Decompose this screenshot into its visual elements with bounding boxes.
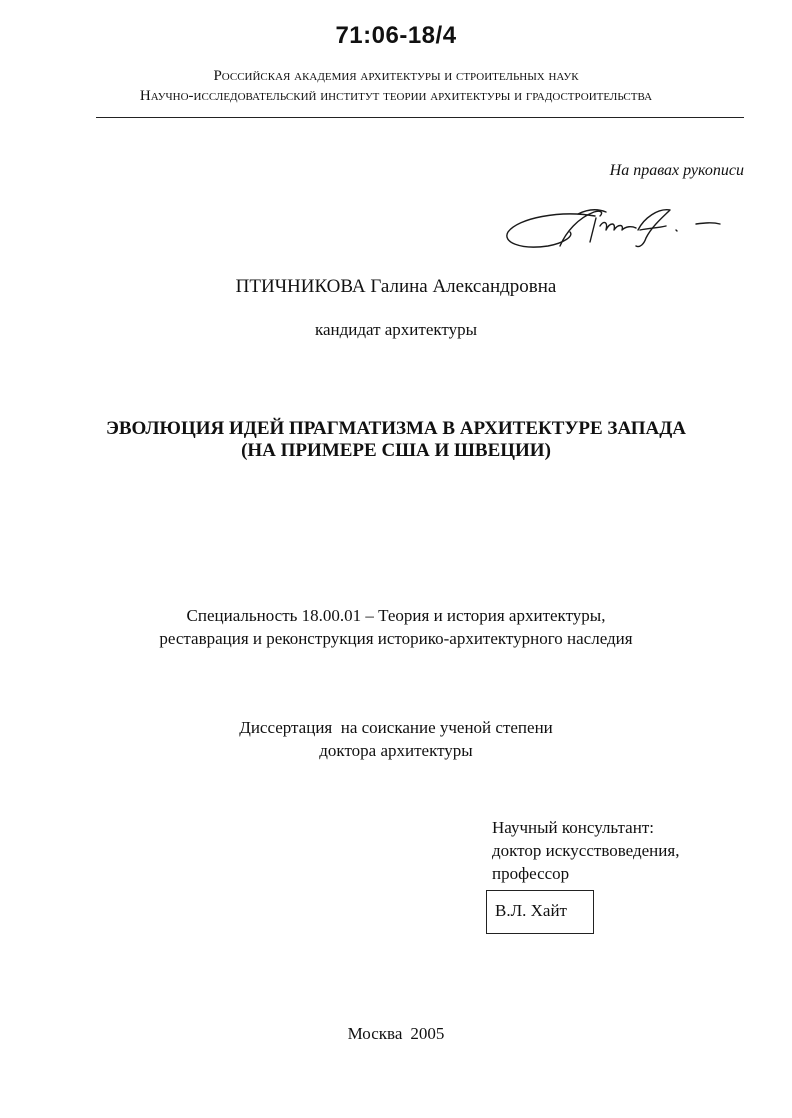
consultant-label: Научный консультант:	[492, 818, 654, 837]
document-code: 71:06-18/4	[335, 22, 457, 49]
place-and-year	[0, 1024, 792, 1044]
author-name: ПТИЧНИКОВА Галина Александровна	[235, 276, 557, 297]
consultant-degree: доктор искусствоведения,	[492, 841, 680, 860]
handwritten-signature	[500, 196, 730, 266]
rights-note: На правах рукописи	[609, 162, 744, 179]
dissertation-line: Диссертация на соискание ученой степени	[239, 718, 553, 737]
specialty	[60, 604, 732, 650]
specialty-line: Специальность 18.00.01 – Теория и история архитектуры,	[186, 606, 606, 625]
author-degree: кандидат архитектуры	[314, 320, 478, 339]
dissertation-line: доктора архитектуры	[319, 741, 473, 760]
header-divider	[96, 117, 744, 118]
title-line: (НА ПРИМЕРЕ США И ШВЕЦИИ)	[241, 440, 551, 461]
dissertation-title	[60, 418, 732, 462]
organization-name: Российская академия архитектуры и строительных наук	[213, 68, 579, 84]
city: Москва	[347, 1024, 403, 1043]
year: 2005	[410, 1024, 445, 1043]
scientific-consultant	[492, 816, 679, 885]
consultant-name: В.Л. Хайт	[495, 901, 567, 920]
specialty-line: реставрация и реконструкция историко-архитектурного наследия	[159, 629, 633, 648]
consultant-rank: профессор	[492, 864, 570, 883]
institute-name: Научно-исследовательский институт теории архитектуры и градостроительства	[139, 88, 653, 104]
consultant-name-box	[486, 890, 594, 934]
dissertation-degree	[60, 716, 732, 762]
title-line: ЭВОЛЮЦИЯ ИДЕЙ ПРАГМАТИЗМА В АРХИТЕКТУРЕ ЗАПАДА	[106, 418, 686, 439]
